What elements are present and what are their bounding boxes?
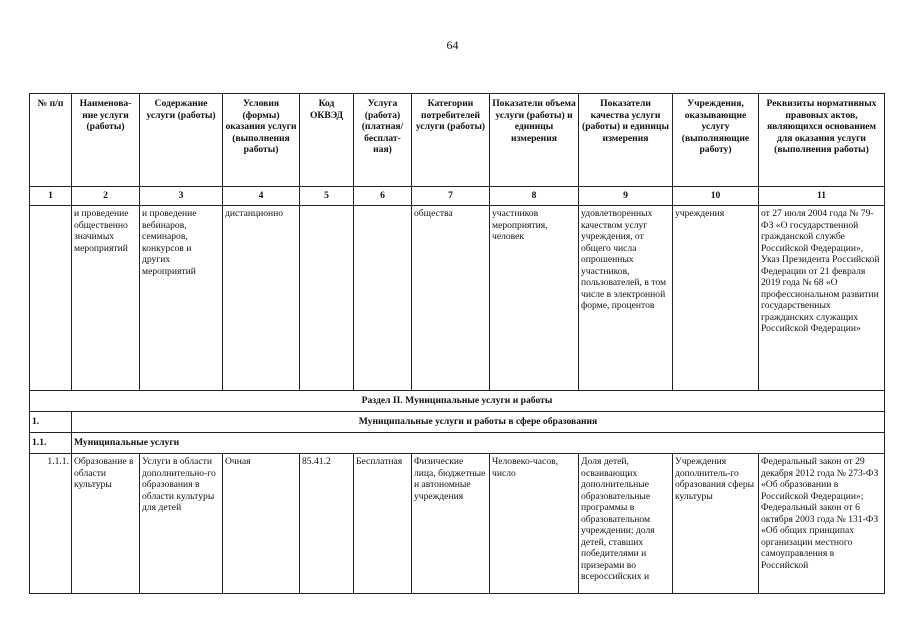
header-cell-legal-acts: Реквизиты нормативных правовых актов, являющихся основанием для оказания услуги (выполнения работы) [759, 94, 885, 187]
column-number: 9 [579, 187, 673, 206]
header-cell-quality: Показатели качества услуги (работы) и единицы измерения [579, 94, 673, 187]
column-number: 10 [673, 187, 759, 206]
column-number-row [30, 187, 885, 206]
table-cell: Человеко-часов, число [490, 454, 579, 594]
header-cell-institutions: Учреждения, оказывающие услугу (выполняющие работу) [673, 94, 759, 187]
header-cell-name: Наименова-ние услуги (работы) [72, 94, 140, 187]
group-title: Муниципальные услуги и работы в сфере образования [72, 412, 885, 433]
column-number: 4 [223, 187, 300, 206]
header-cell-content: Содержание услуги (работы) [140, 94, 223, 187]
subgroup-number: 1.1. [30, 433, 72, 454]
row-number: 1.1.1. [30, 454, 72, 594]
column-number: 8 [490, 187, 579, 206]
page-number: 64 [446, 38, 459, 52]
table-cell [30, 206, 72, 391]
column-number: 6 [354, 187, 412, 206]
table-cell: Доля детей, осваивающих дополнительные образовательные программы в образовательном учреждении; доля детей, ставших победителями и призерами во всероссийских и [579, 454, 673, 594]
table-cell: Физические лица, бюджетные и автономные учреждения [412, 454, 490, 594]
column-number: 11 [759, 187, 885, 206]
header-cell-num: № п/п [30, 94, 72, 187]
table-cell: Бесплатная [354, 454, 412, 594]
table-cell: и проведение вебинаров, семинаров, конкурсов и других мероприятий [140, 206, 223, 391]
subgroup-row [30, 433, 885, 454]
table-cell: Образование в области культуры [72, 454, 140, 594]
header-cell-consumers: Категории потребителей услуги (работы) [412, 94, 490, 187]
header-cell-volume: Показатели объема услуги (работы) и единицы измерения [490, 94, 579, 187]
header-cell-paid: Услуга (работа) (платная/ бесплат-ная) [354, 94, 412, 187]
table-row [30, 206, 885, 391]
group-number: 1. [30, 412, 72, 433]
table-cell: участников мероприятия, человек [490, 206, 579, 391]
header-row [30, 94, 885, 187]
group-row [30, 412, 885, 433]
section-title: Раздел II. Муниципальные услуги и работы [30, 391, 885, 412]
table-cell [300, 206, 354, 391]
column-number: 1 [30, 187, 72, 206]
table-cell: Учреждения дополнитель-го образования сферы культуры [673, 454, 759, 594]
table-cell: и проведение общественно значимых мероприятий [72, 206, 140, 391]
column-number: 3 [140, 187, 223, 206]
column-number: 5 [300, 187, 354, 206]
subgroup-title: Муниципальные услуги [72, 433, 885, 454]
table-cell: Услуги в области дополнительно-го образования в области культуры для детей [140, 454, 223, 594]
column-number: 2 [72, 187, 140, 206]
table-cell: Федеральный закон от 29 декабря 2012 года № 273-ФЗ «Об образовании в Российской Федерации»; Федеральный закон от 6 октября 2003 года № 131-ФЗ «Об общих принципах организации местного самоуправления в Российской [759, 454, 885, 594]
table-cell: удовлетворенных качеством услуг учреждения, от общего числа опрошенных участников, пользователей, в том числе в электронной форме, процентов [579, 206, 673, 391]
services-table [29, 93, 885, 594]
table-cell [354, 206, 412, 391]
header-cell-conditions: Условия (формы) оказания услуги (выполнения работы) [223, 94, 300, 187]
table-cell: Очная [223, 454, 300, 594]
table-cell: учреждения [673, 206, 759, 391]
table-cell: общества [412, 206, 490, 391]
column-number: 7 [412, 187, 490, 206]
table-cell: дистанционно [223, 206, 300, 391]
table-row [30, 454, 885, 594]
section-row [30, 391, 885, 412]
table-cell: 85.41.2 [300, 454, 354, 594]
table-cell: от 27 июля 2004 года № 79-ФЗ «О государственной гражданской службе Российской Федерации», Указ Президента Российской Федерации от 21 февраля 2019 года № 68 «О профессиональном развитии государственных гражданских служащих Российской Федерации» [759, 206, 885, 391]
header-cell-okved: Код ОКВЭД [300, 94, 354, 187]
